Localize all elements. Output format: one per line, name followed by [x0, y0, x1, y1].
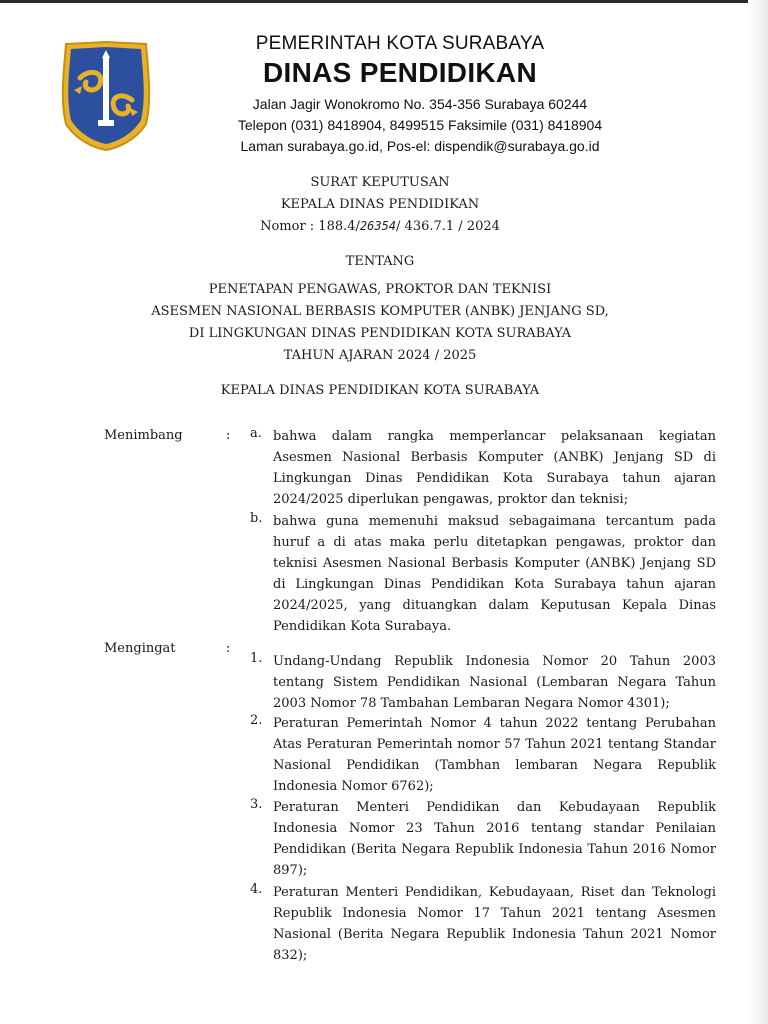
- remembering-item-mark: 3.: [250, 797, 263, 812]
- considering-item-text: bahwa dalam rangka memperlancar pelaksanaan kegiatan Asesmen Nasional Berbasis Komputer (ANBK) Jenjang SD di Lingkungan Dinas Pendidikan Kota Surabaya tahun ajaran 2024/2025 diperlukan pengawas, proktor dan teknisi;: [273, 429, 716, 507]
- considering-colon: :: [226, 428, 231, 443]
- considering-item-mark: b.: [250, 511, 263, 526]
- considering-item-mark: a.: [250, 426, 262, 441]
- address-line: Jalan Jagir Wonokromo No. 354-356 Surabaya 60244: [252, 96, 588, 112]
- subject-line: TAHUN AJARAN 2024 / 2025: [283, 348, 477, 363]
- considering-label: Menimbang: [104, 428, 183, 443]
- government-name: PEMERINTAH KOTA SURABAYA: [255, 33, 545, 54]
- remembering-label: Mengingat: [104, 641, 176, 656]
- web-email-line: Laman surabaya.go.id, Pos-el: dispendik@surabaya.go.id: [240, 138, 600, 154]
- remembering-item-text: Peraturan Menteri Pendidikan, Kebudayaan, Riset dan Teknologi Republik Indonesia Nomor 17 Tahun 2021 tentang Asesmen Nasional (Berita Negara Republik Indonesia Tahun 2021 Nomor 832);: [273, 885, 716, 963]
- subject-line: ASESMEN NASIONAL BERBASIS KOMPUTER (ANBK) JENJANG SD,: [151, 304, 609, 319]
- page-right-edge: [748, 0, 768, 1024]
- decree-number-suffix: / 436.7.1 / 2024: [396, 219, 500, 234]
- decree-number: [80, 219, 680, 234]
- remembering-item-text: Peraturan Menteri Pendidikan dan Kebudayaan Republik Indonesia Nomor 23 Tahun 2016 tentang standar Penilaian Pendidikan (Berita Negara Republik Indonesia Tahun 2016 Nomor 897);: [273, 800, 716, 878]
- decree-number-prefix: Nomor : 188.4/: [260, 219, 360, 234]
- surabaya-city-emblem-icon: [60, 40, 152, 152]
- decree-number-handwritten: 26354: [359, 219, 397, 233]
- phone-line: Telepon (031) 8418904, 8499515 Faksimile (031) 8418904: [237, 117, 603, 133]
- remembering-item-text: Peraturan Pemerintah Nomor 4 tahun 2022 tentang Perubahan Atas Peraturan Pemerintah nomor 57 Tahun 2021 tentang Standar Nasional Pendidikan (Tambhan lembaran Negara Republik Indonesia Nomor 6762);: [273, 716, 716, 794]
- remembering-item-mark: 1.: [250, 651, 263, 666]
- subject-line: DI LINGKUNGAN DINAS PENDIDIKAN KOTA SURABAYA: [188, 326, 572, 341]
- remembering-item-mark: 2.: [250, 713, 263, 728]
- subject-line: PENETAPAN PENGAWAS, PROKTOR DAN TEKNISI: [208, 282, 552, 297]
- page-top-edge: [0, 0, 768, 3]
- remembering-colon: :: [226, 641, 231, 656]
- issuing-official: KEPALA DINAS PENDIDIKAN KOTA SURABAYA: [220, 383, 540, 398]
- considering-item-text: bahwa guna memenuhi maksud sebagaimana tercantum pada huruf a di atas maka perlu ditetapkan pengawas, proktor dan teknisi Asesmen Nasional Berbasis Komputer (ANBK) Jenjang SD di Lingkungan Dinas Pendidikan Kota Surabaya tahun ajaran 2024/2025, yang dituangkan dalam Keputusan Kepala Dinas Pendidikan Kota Surabaya.: [273, 514, 716, 634]
- decree-issuer-title: KEPALA DINAS PENDIDIKAN: [280, 197, 480, 212]
- about-heading: TENTANG: [345, 254, 415, 269]
- remembering-item-mark: 4.: [250, 882, 263, 897]
- decree-title: SURAT KEPUTUSAN: [310, 175, 450, 190]
- remembering-item-text: Undang-Undang Republik Indonesia Nomor 20 Tahun 2003 tentang Sistem Pendidikan Nasional (Lembaran Negara Tahun 2003 Nomor 78 Tambahan Lembaran Negara Nomor 4301);: [273, 654, 716, 711]
- agency-name: DINAS PENDIDIKAN: [263, 57, 537, 88]
